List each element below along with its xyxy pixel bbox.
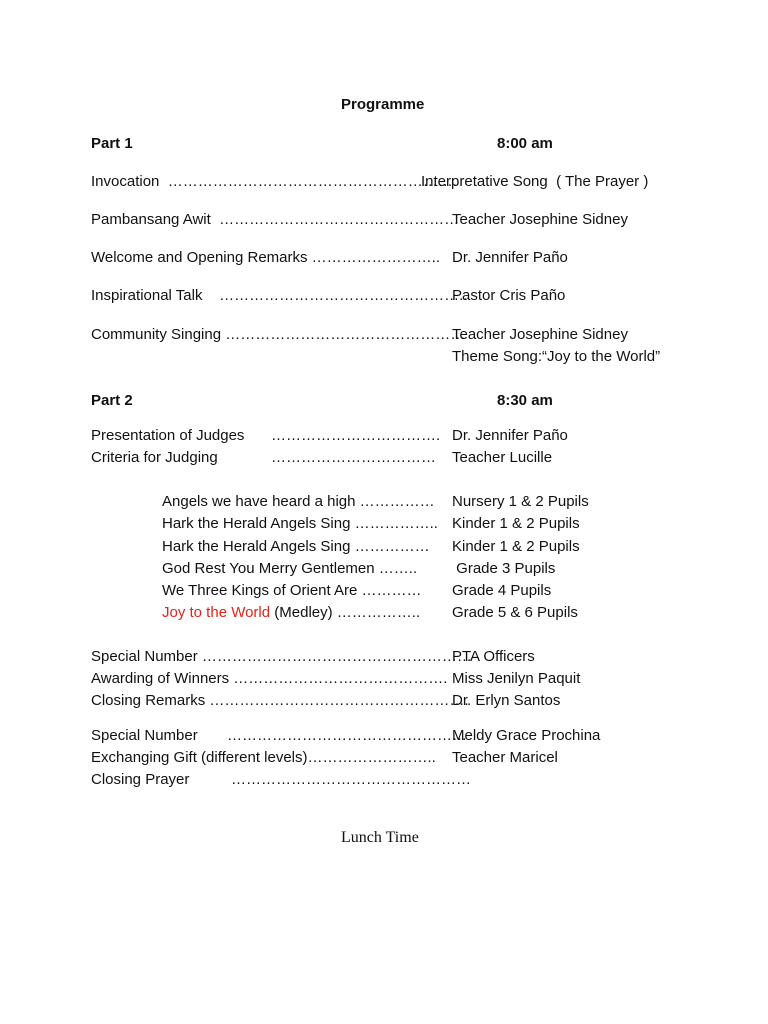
part1-row-anthem-left: Pambansang Awit ………………………………………… (91, 211, 460, 228)
song-title-highlight: Joy to the World (162, 604, 271, 621)
song-row-title: Angels we have heard a high …………… (162, 493, 435, 510)
part1-row-singing-theme: Theme Song:“Joy to the World” (452, 348, 661, 365)
part1-row-invocation-left: Invocation …………………………………………………. (91, 173, 457, 190)
song-row-title: Hark the Herald Angels Sing …………….. (162, 515, 438, 532)
part1-row-talk-left: Inspirational Talk ………………………………………….. (91, 287, 468, 304)
song-title-rest: (Medley) …………….. (270, 604, 421, 621)
final-row-left: Exchanging Gift (different levels)…………………….. (91, 749, 436, 766)
closing-row-right: Dr. Erlyn Santos (452, 692, 561, 709)
final-row-left: Special Number (91, 727, 198, 744)
song-row-performer: Kinder 1 & 2 Pupils (452, 515, 580, 532)
part2-time: 8:30 am (497, 392, 553, 409)
closing-row-left: Closing Remarks ……………………………………………. (91, 692, 469, 709)
page-title: Programme (341, 96, 425, 113)
closing-row-left: Awarding of Winners ……………………………………. (91, 670, 448, 687)
part1-row-anthem-right: Teacher Josephine Sidney (452, 211, 628, 228)
judging-row-left: Criteria for Judging (91, 449, 218, 466)
closing-row-right: PTA Officers (452, 648, 535, 665)
part1-row-welcome-left: Welcome and Opening Remarks …………………….. (91, 249, 440, 266)
song-row-title: We Three Kings of Orient Are ………… (162, 582, 422, 599)
song-row-title (162, 604, 420, 622)
part1-row-invocation-right: Interpretative Song ( The Prayer ) (421, 173, 649, 190)
judging-row-right: Dr. Jennifer Paño (452, 427, 568, 444)
final-row-left: Closing Prayer (91, 771, 190, 788)
final-row-dots: ………………………………………… (231, 771, 471, 788)
song-row-performer: Grade 4 Pupils (452, 582, 552, 599)
closing-row-left: Special Number ……………………………………………… (91, 648, 472, 665)
final-row-right: Meldy Grace Prochina (452, 727, 601, 744)
lunch-time-footer: Lunch Time (341, 829, 419, 846)
judging-row-left: Presentation of Judges (91, 427, 245, 444)
part2-label: Part 2 (91, 392, 133, 409)
part1-row-welcome-right: Dr. Jennifer Paño (452, 249, 568, 266)
part1-time: 8:00 am (497, 135, 553, 152)
closing-row-right: Miss Jenilyn Paquit (452, 670, 581, 687)
part1-row-singing-left: Community Singing ………………………………………… (91, 326, 466, 343)
song-row-title: God Rest You Merry Gentlemen …….. (162, 560, 418, 577)
part1-row-talk-right: Pastor Cris Paño (452, 287, 566, 304)
song-row-performer: Kinder 1 & 2 Pupils (452, 538, 580, 555)
judging-row-dots: ……………………………. (271, 427, 441, 444)
song-row-performer: Grade 3 Pupils (452, 560, 556, 577)
judging-row-dots: …………………………… (271, 449, 436, 466)
final-row-right: Teacher Maricel (452, 749, 558, 766)
song-row-title: Hark the Herald Angels Sing …………… (162, 538, 430, 555)
final-row-dots: ………………………………………… (227, 727, 467, 744)
judging-row-right: Teacher Lucille (452, 449, 553, 466)
song-row-performer: Grade 5 & 6 Pupils (452, 604, 578, 621)
part1-row-singing-right: Teacher Josephine Sidney (452, 326, 628, 343)
part1-label: Part 1 (91, 135, 133, 152)
song-row-performer: Nursery 1 & 2 Pupils (452, 493, 589, 510)
